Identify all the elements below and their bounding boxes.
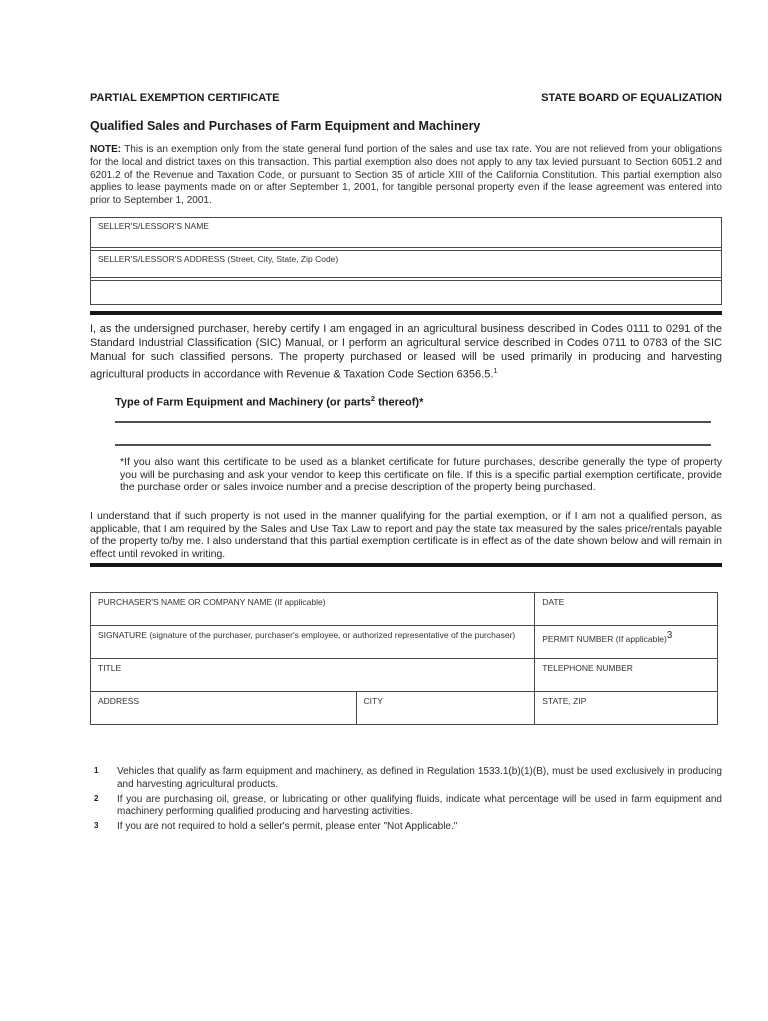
address-field[interactable] xyxy=(91,692,357,725)
note-body: This is an exemption only from the state general fund portion of the sales and use tax rate. You are not relieved from your obligations for the local and district taxes on this transaction. This partial exemption also does not apply to any tax levied pursuant to Section 6051.2 and 6201.2 of the Revenue and Taxation Code, or pursuant to Section 35 of article XIII of the California Constitution. This partial exemption also applies to lease payments made on or after September 1, 2001, for tangible personal property even if the lease agreement was entered into prior to September 1, 2001. xyxy=(90,144,722,207)
date-label: DATE xyxy=(542,597,565,608)
title-label: TITLE xyxy=(98,663,122,674)
footnote-3-text: If you are not required to hold a seller's permit, please enter "Not Applicable." xyxy=(117,820,458,832)
certification-body: I, as the undersigned purchaser, hereby certify I am engaged in an agricultural business described in Codes 0111 to 0291 of the Standard Industrial Classification (SIC) Manual, or I perform an agricultural service described in Codes 0711 to 0783 of the SIC Manual for such classified persons. The property purchased or leased will be used primarily in producing and harvesting agricultural products in accordance with Revenue & Taxation Code Section 6356.5. xyxy=(90,322,722,381)
form-subtitle: Qualified Sales and Purchases of Farm Equipment and Machinery xyxy=(90,119,481,133)
section-divider-top xyxy=(90,311,722,315)
footnote-1 xyxy=(90,766,722,791)
equipment-label-post: thereof)* xyxy=(375,396,424,409)
equipment-type-label xyxy=(115,394,722,409)
permit-number-label: PERMIT NUMBER (If applicable) xyxy=(542,634,667,645)
footnote-2-text: If you are purchasing oil, grease, or lubricating or other qualifying fluids, indicate what percentage will be used in farm equipment and machinery performing qualified producing and harvesting activities. xyxy=(117,793,722,818)
telephone-field[interactable] xyxy=(535,659,718,692)
signature-label: SIGNATURE (signature of the purchaser, purchaser's employee, or authorized representative of the purchaser) xyxy=(98,630,516,641)
title-field[interactable] xyxy=(91,659,535,692)
footnote-2 xyxy=(90,794,722,819)
section-divider-bottom xyxy=(90,563,722,567)
address-label: ADDRESS xyxy=(98,696,140,707)
table-row xyxy=(91,626,718,659)
seller-info-box xyxy=(90,217,722,305)
seller-name-label: SELLER'S/LESSOR'S NAME xyxy=(98,220,209,231)
table-row xyxy=(91,659,718,692)
footnote-ref-2: 2 xyxy=(370,393,376,403)
seller-address-label: SELLER'S/LESSOR'S ADDRESS (Street, City, State, Zip Code) xyxy=(98,253,339,264)
purchaser-name-field[interactable] xyxy=(91,593,535,626)
note-paragraph xyxy=(90,144,722,208)
footnote-1-marker: 1 xyxy=(94,766,99,776)
equipment-label-pre: Type of Farm Equipment and Machinery (or parts xyxy=(115,396,371,409)
footnote-2-marker: 2 xyxy=(94,793,99,803)
seller-address-extra-area[interactable] xyxy=(91,280,721,304)
footnote-ref-3: 3 xyxy=(666,630,673,642)
form-header xyxy=(90,92,722,104)
understanding-paragraph: I understand that if such property is not used in the manner qualifying for the partial exemption, or if I am not a qualified person, as applicable, that I am required by the Sales and Use Tax Law to report and pay the state tax measured by the sales price/rentals payable of the property to/by me. I also understand that this partial exemption certificate is in effect as of the date shown below and will remain in effect until revoked in writing. xyxy=(90,510,722,560)
state-zip-field[interactable] xyxy=(535,692,718,725)
purchaser-info-table xyxy=(90,592,718,725)
footnotes-section xyxy=(90,766,722,833)
permit-number-field[interactable] xyxy=(535,626,718,659)
footnote-3 xyxy=(90,821,722,834)
signature-field[interactable] xyxy=(91,626,535,659)
footnote-3-marker: 3 xyxy=(94,820,99,830)
state-zip-label: STATE, ZIP xyxy=(542,696,587,707)
agency-title: STATE BOARD OF EQUALIZATION xyxy=(541,92,722,104)
footnote-1-text: Vehicles that qualify as farm equipment and machinery, as defined in Regulation 1533.1(b)(1)(B), must be used exclusively in producing and harvesting agricultural products. xyxy=(117,766,722,791)
city-label: CITY xyxy=(363,696,383,707)
note-label: NOTE: xyxy=(90,144,122,155)
equipment-description-line-2[interactable] xyxy=(115,444,711,446)
form-content xyxy=(90,0,722,833)
form-title: PARTIAL EXEMPTION CERTIFICATE xyxy=(90,92,280,104)
certification-paragraph xyxy=(90,322,722,382)
city-field[interactable] xyxy=(356,692,535,725)
footnote-ref-1: 1 xyxy=(493,365,498,375)
table-row xyxy=(91,692,718,725)
seller-name-field[interactable] xyxy=(91,218,721,248)
purchaser-name-label: PURCHASER'S NAME OR COMPANY NAME (If applicable) xyxy=(98,597,326,608)
equipment-description-line-1[interactable] xyxy=(115,421,711,423)
seller-address-field[interactable] xyxy=(91,250,721,278)
telephone-label: TELEPHONE NUMBER xyxy=(542,663,633,674)
table-row xyxy=(91,593,718,626)
blanket-certificate-note: *If you also want this certificate to be used as a blanket certificate for future purchases, describe generally the type of property you will be purchasing and ask your vendor to keep this certificate on file. If this is a specific partial exemption certificate, provide the purchase order or sales invoice number and a precise description of the property being purchased. xyxy=(120,456,722,494)
date-field[interactable] xyxy=(535,593,718,626)
